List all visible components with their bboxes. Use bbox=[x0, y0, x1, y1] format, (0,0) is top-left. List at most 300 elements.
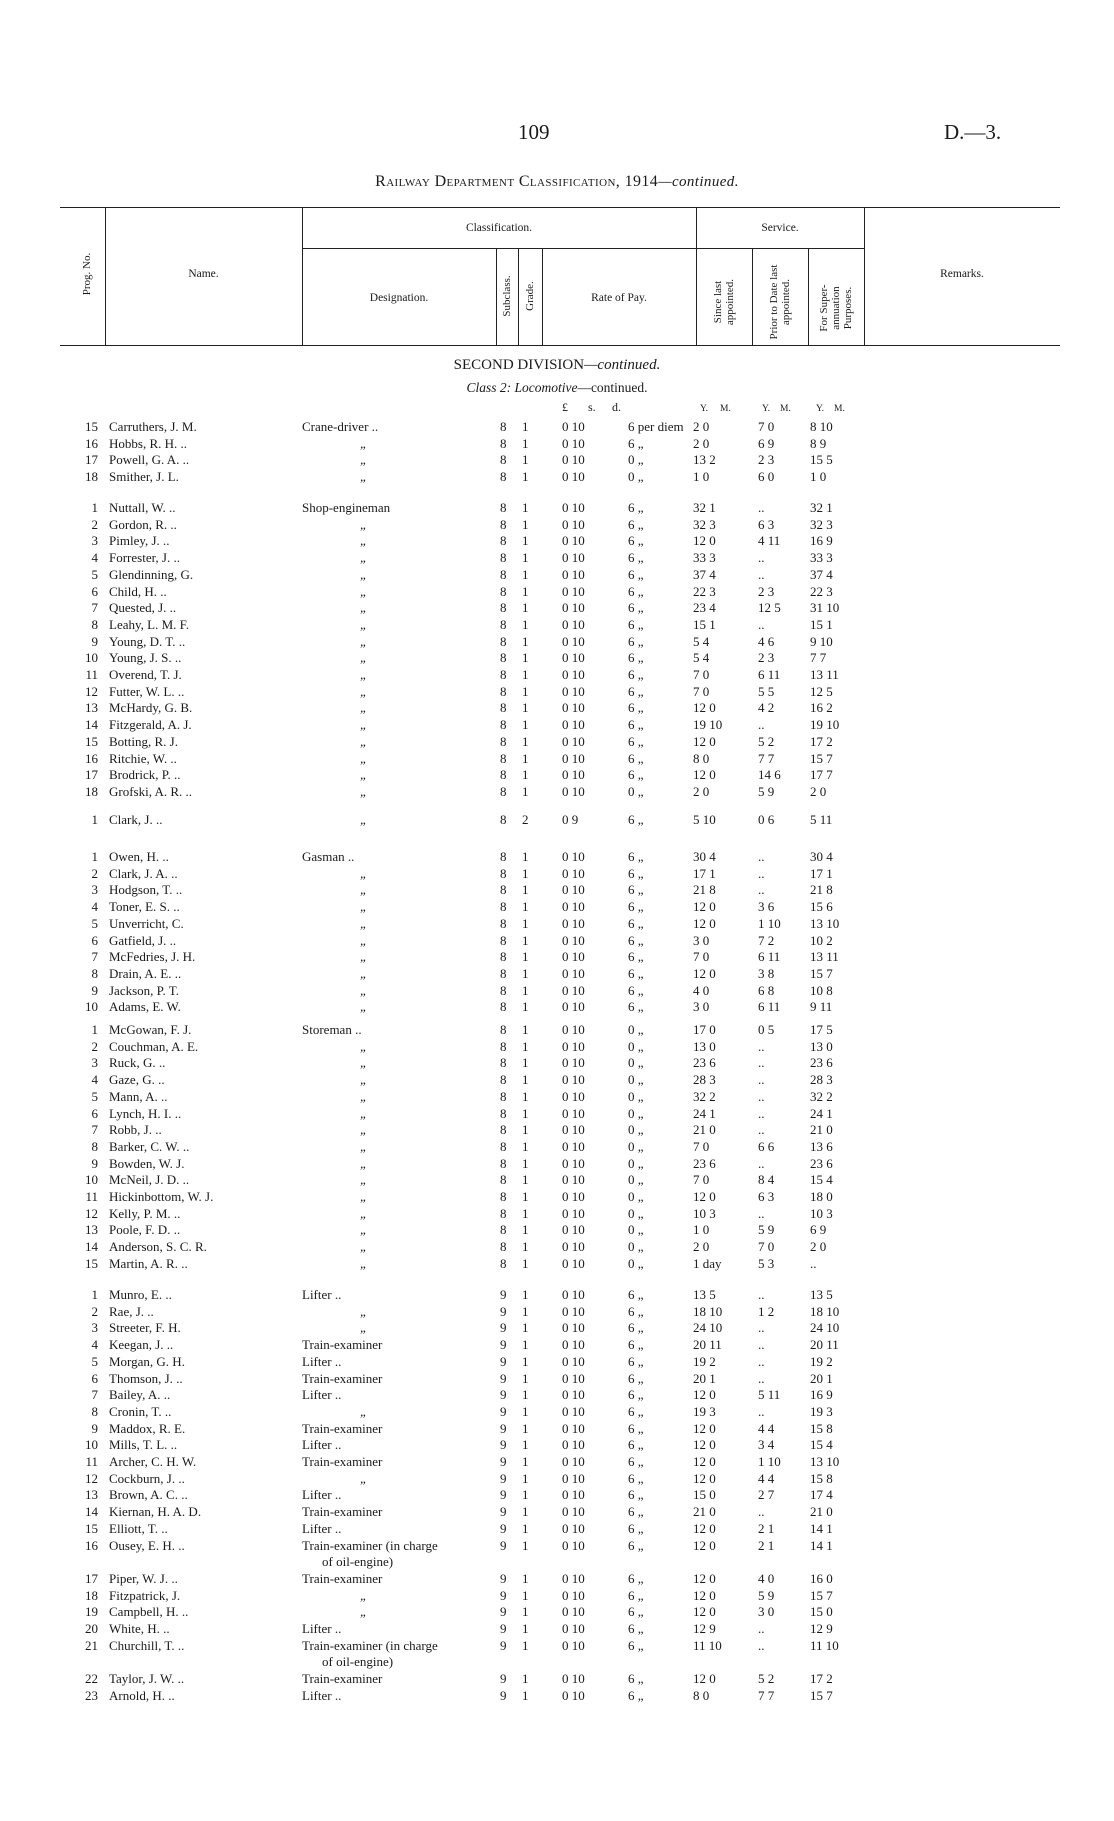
for-super-cell: 31 10 bbox=[810, 600, 840, 616]
name-cell: Barker, C. W. .. bbox=[109, 1138, 190, 1154]
name-cell: Futter, W. L. .. bbox=[109, 683, 185, 699]
header-subclass: Subclass. bbox=[501, 275, 513, 317]
rate-of-pay-cell: 0 10 bbox=[562, 1055, 585, 1071]
grade-cell: 1 bbox=[522, 550, 529, 566]
pay-basis-cell: 6 „ bbox=[628, 1570, 644, 1586]
prog-no-cell: 11 bbox=[85, 1189, 98, 1204]
division-name: SECOND DIVISION bbox=[453, 357, 585, 373]
table-row bbox=[0, 848, 1114, 865]
header-for-super: For Super-annuation Purposes. bbox=[818, 284, 854, 332]
prog-no-cell: 2 bbox=[91, 516, 98, 532]
for-super-cell: 17 4 bbox=[810, 1487, 833, 1503]
grade-cell: 1 bbox=[522, 1570, 529, 1586]
for-super-cell: 20 1 bbox=[810, 1370, 833, 1386]
for-super-cell: 21 0 bbox=[810, 1122, 833, 1138]
prior-to-cell: .. bbox=[758, 865, 765, 881]
pay-basis-cell: 6 „ bbox=[628, 1537, 644, 1553]
pay-basis-cell: 6 „ bbox=[628, 1437, 644, 1453]
table-row bbox=[0, 583, 1114, 600]
prior-to-cell: 5 9 bbox=[758, 1587, 775, 1603]
grade-cell: 1 bbox=[522, 469, 529, 485]
since-last-cell: 13 5 bbox=[693, 1287, 716, 1302]
for-super-cell: 13 10 bbox=[810, 915, 840, 931]
grade-cell: 1 bbox=[522, 1088, 529, 1104]
pay-basis-cell: 6 „ bbox=[628, 1671, 644, 1687]
name-cell: Hodgson, T. .. bbox=[109, 882, 183, 898]
since-last-cell: 28 3 bbox=[693, 1072, 716, 1088]
name-cell: Munro, E. .. bbox=[109, 1287, 172, 1302]
since-last-cell: 2 0 bbox=[693, 783, 710, 799]
subclass-cell: 8 bbox=[500, 982, 507, 998]
rate-of-pay-cell: 0 10 bbox=[562, 1504, 585, 1520]
for-super-cell: 23 6 bbox=[810, 1155, 833, 1171]
designation-cell: Train-examiner bbox=[302, 1420, 383, 1436]
rate-of-pay-cell: 0 10 bbox=[562, 849, 585, 864]
prog-no-cell: 8 bbox=[91, 1138, 98, 1154]
table-row bbox=[0, 1071, 1114, 1088]
designation-cell: „ bbox=[360, 1205, 368, 1221]
designation-cell: „ bbox=[360, 1303, 368, 1319]
grade-cell: 1 bbox=[522, 533, 529, 549]
name-cell: Hickinbottom, W. J. bbox=[109, 1189, 214, 1204]
prior-to-cell: 2 7 bbox=[758, 1487, 775, 1503]
prior-to-cell: 5 11 bbox=[758, 1387, 781, 1403]
unit-y2: Y. bbox=[762, 404, 771, 414]
since-last-cell: 13 2 bbox=[693, 452, 716, 468]
prog-no-cell: 6 bbox=[91, 1370, 98, 1386]
for-super-cell: 19 3 bbox=[810, 1403, 833, 1419]
prior-to-cell: 6 11 bbox=[758, 667, 781, 682]
subclass-cell: 9 bbox=[500, 1303, 507, 1319]
rate-of-pay-cell: 0 10 bbox=[562, 633, 585, 649]
table-row bbox=[0, 716, 1114, 733]
designation-cell: Train-examiner bbox=[302, 1671, 383, 1687]
prog-no-cell: 20 bbox=[85, 1621, 98, 1636]
prog-no-cell: 7 bbox=[91, 1387, 98, 1403]
name-cell: Maddox, R. E. bbox=[109, 1420, 186, 1436]
for-super-cell: 28 3 bbox=[810, 1072, 833, 1088]
since-last-cell: 23 6 bbox=[693, 1155, 716, 1171]
since-last-cell: 8 0 bbox=[693, 1687, 710, 1703]
name-cell: Brown, A. C. .. bbox=[109, 1487, 188, 1503]
since-last-cell: 32 3 bbox=[693, 516, 716, 532]
for-super-cell: 1 0 bbox=[810, 469, 827, 485]
table-row bbox=[0, 1620, 1114, 1637]
for-super-cell: 12 9 bbox=[810, 1621, 833, 1636]
prior-to-cell: 2 3 bbox=[758, 452, 775, 468]
designation-cell: „ bbox=[360, 667, 368, 682]
designation-cell: „ bbox=[360, 1138, 368, 1154]
grade-cell: 1 bbox=[522, 1320, 529, 1336]
grade-cell: 1 bbox=[522, 1205, 529, 1221]
name-cell: Gatfield, J. .. bbox=[109, 932, 177, 948]
name-cell: Arnold, H. .. bbox=[109, 1687, 175, 1703]
since-last-cell: 15 0 bbox=[693, 1487, 716, 1503]
pay-basis-cell: 6 „ bbox=[628, 1420, 644, 1436]
subclass-cell: 9 bbox=[500, 1370, 507, 1386]
pay-basis-cell: 6 „ bbox=[628, 683, 644, 699]
prior-to-cell: 6 3 bbox=[758, 1189, 775, 1204]
designation-cell: Train-examiner bbox=[302, 1504, 383, 1520]
designation-cell: „ bbox=[360, 1189, 368, 1204]
grade-cell: 1 bbox=[522, 1454, 529, 1469]
rate-of-pay-cell: 0 10 bbox=[562, 982, 585, 998]
table-row bbox=[0, 998, 1114, 1015]
grade-cell: 1 bbox=[522, 1621, 529, 1636]
since-last-cell: 12 0 bbox=[693, 899, 716, 915]
table-row bbox=[0, 948, 1114, 965]
subclass-cell: 8 bbox=[500, 767, 507, 783]
table-row bbox=[0, 733, 1114, 750]
pay-basis-cell: 6 „ bbox=[628, 435, 644, 451]
name-cell: Cronin, T. .. bbox=[109, 1403, 172, 1419]
for-super-cell: 8 10 bbox=[810, 419, 833, 434]
header-remarks: Remarks. bbox=[940, 268, 984, 280]
grade-cell: 1 bbox=[522, 1587, 529, 1603]
grade-cell: 1 bbox=[522, 932, 529, 948]
prog-no-cell: 2 bbox=[91, 865, 98, 881]
since-last-cell: 1 0 bbox=[693, 469, 710, 485]
pay-basis-cell: 0 „ bbox=[628, 1088, 644, 1104]
rate-of-pay-cell: 0 10 bbox=[562, 1387, 585, 1403]
for-super-cell: 17 7 bbox=[810, 767, 833, 783]
designation-cell: Lifter .. bbox=[302, 1353, 342, 1369]
subclass-cell: 9 bbox=[500, 1504, 507, 1520]
grade-cell: 1 bbox=[522, 767, 529, 783]
designation-cell: „ bbox=[360, 865, 368, 881]
title-suffix: —continued. bbox=[658, 174, 739, 190]
prior-to-cell: .. bbox=[758, 566, 765, 582]
prior-to-cell: .. bbox=[758, 1353, 765, 1369]
subclass-cell: 8 bbox=[500, 949, 507, 965]
grade-cell: 1 bbox=[522, 1287, 529, 1302]
rate-of-pay-cell: 0 10 bbox=[562, 1370, 585, 1386]
pay-basis-cell: 6 per diem bbox=[628, 419, 684, 434]
prior-to-cell: 5 9 bbox=[758, 783, 775, 799]
grade-cell: 1 bbox=[522, 750, 529, 766]
prior-to-cell: 4 4 bbox=[758, 1470, 775, 1486]
prior-to-cell: 7 2 bbox=[758, 932, 775, 948]
table-row bbox=[0, 865, 1114, 882]
subclass-cell: 9 bbox=[500, 1420, 507, 1436]
prior-to-cell: 14 6 bbox=[758, 767, 781, 783]
subclass-cell: 8 bbox=[500, 667, 507, 682]
grade-cell: 1 bbox=[522, 1022, 529, 1037]
for-super-cell: 10 2 bbox=[810, 932, 833, 948]
since-last-cell: 19 2 bbox=[693, 1353, 716, 1369]
name-cell: Leahy, L. M. F. bbox=[109, 616, 190, 632]
subclass-cell: 8 bbox=[500, 469, 507, 485]
for-super-cell: 15 7 bbox=[810, 750, 833, 766]
table-row bbox=[0, 982, 1114, 999]
for-super-cell: 15 5 bbox=[810, 452, 833, 468]
table-row bbox=[0, 1486, 1114, 1503]
designation-cell: „ bbox=[360, 600, 368, 616]
subclass-cell: 8 bbox=[500, 1038, 507, 1054]
prog-no-cell: 6 bbox=[91, 583, 98, 599]
designation-cell: „ bbox=[360, 435, 368, 451]
subclass-cell: 8 bbox=[500, 1055, 507, 1071]
prior-to-cell: .. bbox=[758, 616, 765, 632]
pay-basis-cell: 6 „ bbox=[628, 1454, 644, 1469]
for-super-cell: 24 10 bbox=[810, 1320, 840, 1336]
grade-cell: 1 bbox=[522, 1105, 529, 1121]
header-name: Name. bbox=[188, 268, 219, 280]
prog-no-cell: 1 bbox=[91, 812, 98, 827]
prog-no-cell: 11 bbox=[85, 667, 98, 682]
unit-m1: M. bbox=[720, 404, 731, 414]
class-heading bbox=[0, 380, 1114, 396]
since-last-cell: 21 8 bbox=[693, 882, 716, 898]
designation-cell: Lifter .. bbox=[302, 1687, 342, 1703]
prog-no-cell: 15 bbox=[85, 419, 98, 434]
name-cell: Gaze, G. .. bbox=[109, 1072, 165, 1088]
prog-no-cell: 9 bbox=[91, 1155, 98, 1171]
pay-basis-cell: 6 „ bbox=[628, 516, 644, 532]
designation-cell: Lifter .. bbox=[302, 1487, 342, 1503]
subclass-cell: 9 bbox=[500, 1320, 507, 1336]
prior-to-cell: .. bbox=[758, 1320, 765, 1336]
grade-cell: 1 bbox=[522, 1189, 529, 1204]
prior-to-cell: .. bbox=[758, 1504, 765, 1520]
prior-to-cell: 3 6 bbox=[758, 899, 775, 915]
prog-no-cell: 9 bbox=[91, 1420, 98, 1436]
rate-of-pay-cell: 0 10 bbox=[562, 533, 585, 549]
name-cell: Couchman, A. E. bbox=[109, 1038, 199, 1054]
since-last-cell: 19 3 bbox=[693, 1403, 716, 1419]
for-super-cell: 2 0 bbox=[810, 783, 827, 799]
prior-to-cell: .. bbox=[758, 1287, 765, 1302]
prior-to-cell: 5 9 bbox=[758, 1222, 775, 1238]
prog-no-cell: 3 bbox=[91, 1055, 98, 1071]
grade-cell: 1 bbox=[522, 435, 529, 451]
for-super-cell: .. bbox=[810, 1255, 817, 1271]
subclass-cell: 8 bbox=[500, 812, 507, 827]
prior-to-cell: 1 10 bbox=[758, 915, 781, 931]
grade-cell: 1 bbox=[522, 583, 529, 599]
grade-cell: 1 bbox=[522, 419, 529, 434]
rate-of-pay-cell: 0 10 bbox=[562, 1437, 585, 1453]
table-row bbox=[0, 451, 1114, 468]
rate-of-pay-cell: 0 10 bbox=[562, 1303, 585, 1319]
for-super-cell: 15 4 bbox=[810, 1172, 833, 1188]
name-cell: Gordon, R. .. bbox=[109, 516, 177, 532]
designation-cell: „ bbox=[360, 650, 368, 666]
table-row bbox=[0, 468, 1114, 485]
prog-no-cell: 1 bbox=[91, 1287, 98, 1302]
since-last-cell: 2 0 bbox=[693, 419, 710, 434]
rate-of-pay-cell: 0 10 bbox=[562, 750, 585, 766]
name-cell: Young, D. T. .. bbox=[109, 633, 186, 649]
prior-to-cell: 2 3 bbox=[758, 650, 775, 666]
name-cell: Streeter, F. H. bbox=[109, 1320, 181, 1336]
for-super-cell: 16 0 bbox=[810, 1570, 833, 1586]
table-row bbox=[0, 649, 1114, 666]
name-cell: Archer, C. H. W. bbox=[109, 1454, 197, 1469]
rate-of-pay-cell: 0 10 bbox=[562, 1604, 585, 1620]
table-row bbox=[0, 516, 1114, 533]
subclass-cell: 8 bbox=[500, 600, 507, 616]
subclass-cell: 8 bbox=[500, 717, 507, 733]
prior-to-cell: 7 0 bbox=[758, 419, 775, 434]
name-cell: Quested, J. .. bbox=[109, 600, 177, 616]
prior-to-cell: 8 4 bbox=[758, 1172, 775, 1188]
table-row bbox=[0, 1470, 1114, 1487]
for-super-cell: 13 11 bbox=[810, 949, 839, 965]
prog-no-cell: 12 bbox=[85, 1205, 98, 1221]
designation-cell: „ bbox=[360, 1072, 368, 1088]
prog-no-cell: 4 bbox=[91, 550, 98, 566]
header-top-rule bbox=[60, 207, 1060, 208]
subclass-cell: 9 bbox=[500, 1637, 507, 1653]
subclass-cell: 9 bbox=[500, 1470, 507, 1486]
col-divider-7 bbox=[752, 248, 753, 345]
prog-no-cell: 21 bbox=[85, 1637, 98, 1653]
grade-cell: 1 bbox=[522, 1420, 529, 1436]
since-last-cell: 12 0 bbox=[693, 915, 716, 931]
pay-basis-cell: 0 „ bbox=[628, 1138, 644, 1154]
prior-to-cell: 6 0 bbox=[758, 469, 775, 485]
pay-basis-cell: 6 „ bbox=[628, 700, 644, 716]
header-bottom-rule bbox=[60, 345, 1060, 346]
prog-no-cell: 14 bbox=[85, 1504, 98, 1520]
rate-of-pay-cell: 0 10 bbox=[562, 616, 585, 632]
since-last-cell: 18 10 bbox=[693, 1303, 723, 1319]
rate-of-pay-cell: 0 10 bbox=[562, 1621, 585, 1636]
name-cell: Toner, E. S. .. bbox=[109, 899, 180, 915]
table-row bbox=[0, 1038, 1114, 1055]
designation-cell: „ bbox=[360, 616, 368, 632]
prog-no-cell: 14 bbox=[85, 1239, 98, 1255]
rate-of-pay-cell: 0 10 bbox=[562, 783, 585, 799]
subclass-cell: 9 bbox=[500, 1687, 507, 1703]
prog-no-cell: 9 bbox=[91, 982, 98, 998]
rate-of-pay-cell: 0 10 bbox=[562, 949, 585, 965]
prior-to-cell: 4 4 bbox=[758, 1420, 775, 1436]
for-super-cell: 14 1 bbox=[810, 1537, 833, 1553]
pay-basis-cell: 6 „ bbox=[628, 1353, 644, 1369]
grade-cell: 1 bbox=[522, 949, 529, 965]
since-last-cell: 23 6 bbox=[693, 1055, 716, 1071]
subclass-cell: 8 bbox=[500, 865, 507, 881]
grade-cell: 1 bbox=[522, 683, 529, 699]
rate-of-pay-cell: 0 10 bbox=[562, 882, 585, 898]
prior-to-cell: 5 2 bbox=[758, 733, 775, 749]
for-super-cell: 15 7 bbox=[810, 1587, 833, 1603]
for-super-cell: 17 2 bbox=[810, 733, 833, 749]
subclass-cell: 8 bbox=[500, 1239, 507, 1255]
since-last-cell: 12 0 bbox=[693, 1189, 716, 1204]
since-last-cell: 23 4 bbox=[693, 600, 716, 616]
subclass-cell: 9 bbox=[500, 1671, 507, 1687]
table-row bbox=[0, 1336, 1114, 1353]
table-row bbox=[0, 633, 1114, 650]
rate-of-pay-cell: 0 10 bbox=[562, 516, 585, 532]
for-super-cell: 18 10 bbox=[810, 1303, 840, 1319]
prog-no-cell: 16 bbox=[85, 750, 98, 766]
subclass-cell: 8 bbox=[500, 1072, 507, 1088]
since-last-cell: 12 0 bbox=[693, 1604, 716, 1620]
designation-cell: „ bbox=[360, 882, 368, 898]
for-super-cell: 20 11 bbox=[810, 1337, 839, 1353]
rate-of-pay-cell: 0 10 bbox=[562, 717, 585, 733]
for-super-cell: 15 1 bbox=[810, 616, 833, 632]
table-row bbox=[0, 1370, 1114, 1387]
prog-no-cell: 10 bbox=[85, 650, 98, 666]
subclass-cell: 8 bbox=[500, 733, 507, 749]
pay-basis-cell: 0 „ bbox=[628, 1255, 644, 1271]
name-cell: Lynch, H. I. .. bbox=[109, 1105, 182, 1121]
grade-cell: 1 bbox=[522, 616, 529, 632]
header-service: Service. bbox=[761, 222, 799, 234]
grade-cell: 1 bbox=[522, 1637, 529, 1653]
name-cell: Ritchie, W. .. bbox=[109, 750, 177, 766]
subclass-cell: 8 bbox=[500, 1172, 507, 1188]
since-last-cell: 22 3 bbox=[693, 583, 716, 599]
subclass-cell: 8 bbox=[500, 550, 507, 566]
for-super-cell: 13 5 bbox=[810, 1287, 833, 1302]
designation-cell: „ bbox=[360, 783, 368, 799]
rate-of-pay-cell: 0 10 bbox=[562, 1088, 585, 1104]
name-cell: Forrester, J. .. bbox=[109, 550, 180, 566]
name-cell: Bailey, A. .. bbox=[109, 1387, 171, 1403]
rate-of-pay-cell: 0 10 bbox=[562, 1420, 585, 1436]
table-row bbox=[0, 965, 1114, 982]
rate-of-pay-cell: 0 10 bbox=[562, 435, 585, 451]
pay-basis-cell: 6 „ bbox=[628, 1320, 644, 1336]
pay-basis-cell: 6 „ bbox=[628, 1303, 644, 1319]
table-row bbox=[0, 1687, 1114, 1704]
since-last-cell: 7 0 bbox=[693, 1172, 710, 1188]
prog-no-cell: 17 bbox=[85, 1570, 98, 1586]
table-row bbox=[0, 1221, 1114, 1238]
for-super-cell: 19 10 bbox=[810, 717, 840, 733]
pay-basis-cell: 6 „ bbox=[628, 1403, 644, 1419]
name-cell: Clark, J. A. .. bbox=[109, 865, 178, 881]
name-cell: Child, H. .. bbox=[109, 583, 167, 599]
unit-pounds: £ bbox=[562, 400, 568, 414]
pay-basis-cell: 6 „ bbox=[628, 500, 644, 515]
prog-no-cell: 6 bbox=[91, 1105, 98, 1121]
for-super-cell: 16 2 bbox=[810, 700, 833, 716]
grade-cell: 1 bbox=[522, 1487, 529, 1503]
prog-no-cell: 22 bbox=[85, 1671, 98, 1687]
table-row bbox=[0, 1420, 1114, 1437]
subclass-cell: 9 bbox=[500, 1454, 507, 1469]
pay-basis-cell: 6 „ bbox=[628, 733, 644, 749]
for-super-cell: 22 3 bbox=[810, 583, 833, 599]
since-last-cell: 12 0 bbox=[693, 1470, 716, 1486]
name-cell: Kiernan, H. A. D. bbox=[109, 1504, 202, 1520]
prog-no-cell: 3 bbox=[91, 533, 98, 549]
page-number: 109 bbox=[518, 120, 550, 144]
rate-of-pay-cell: 0 10 bbox=[562, 932, 585, 948]
designation-cell: „ bbox=[360, 550, 368, 566]
designation-cell: „ bbox=[360, 533, 368, 549]
header-since-last: Since last appointed. bbox=[712, 278, 736, 326]
since-last-cell: 5 4 bbox=[693, 650, 710, 666]
table-row bbox=[0, 699, 1114, 716]
prog-no-cell: 1 bbox=[91, 500, 98, 515]
grade-cell: 1 bbox=[522, 1222, 529, 1238]
name-cell: Poole, F. D. .. bbox=[109, 1222, 181, 1238]
name-cell: Grofski, A. R. .. bbox=[109, 783, 193, 799]
name-cell: Morgan, G. H. bbox=[109, 1353, 185, 1369]
designation-cell: „ bbox=[360, 1038, 368, 1054]
subclass-cell: 8 bbox=[500, 1155, 507, 1171]
designation-cell: „ bbox=[360, 1155, 368, 1171]
for-super-cell: 33 3 bbox=[810, 550, 833, 566]
